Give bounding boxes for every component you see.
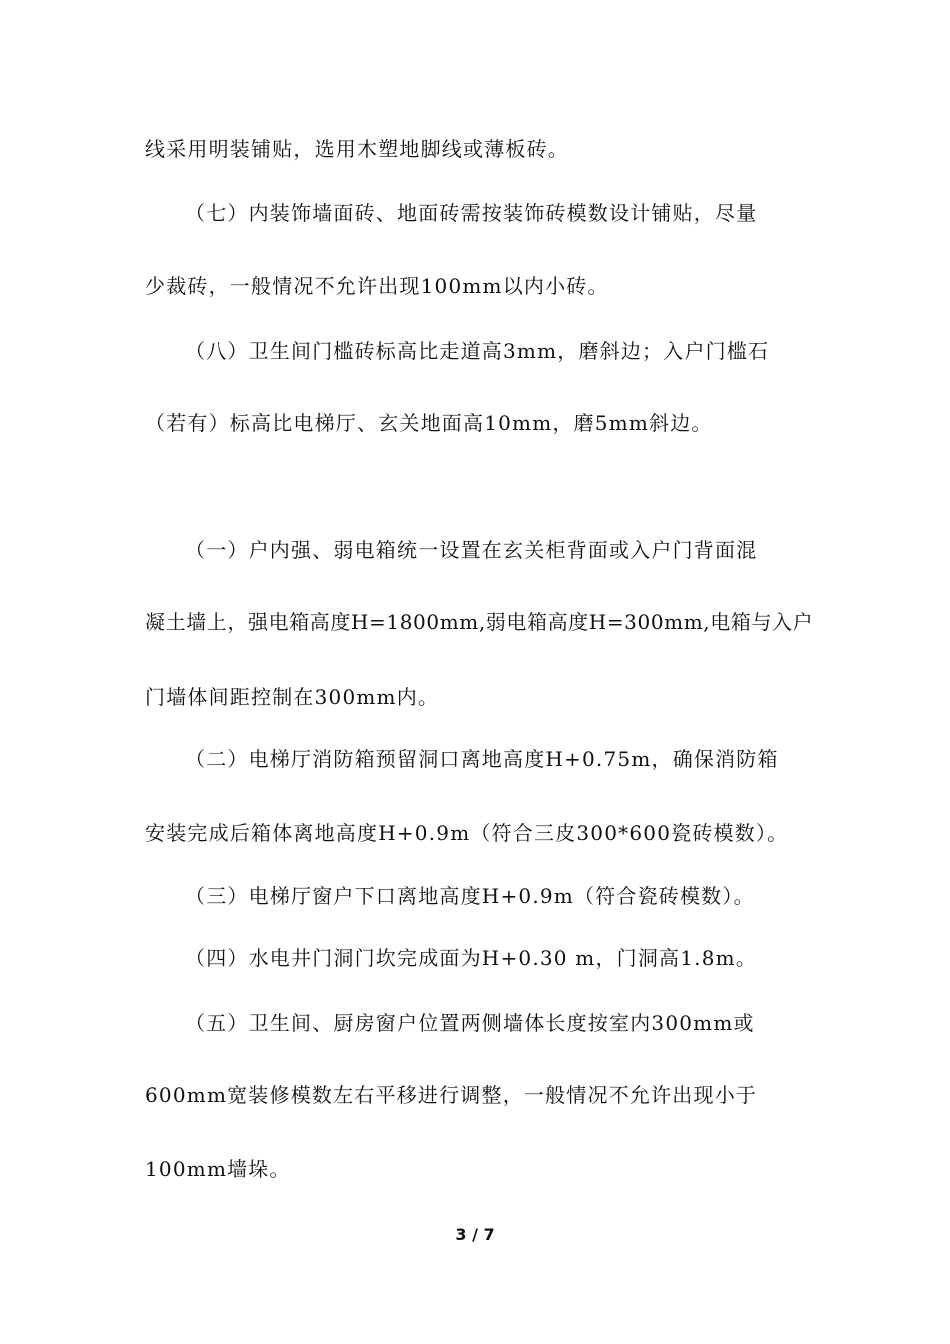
paragraph-line: （若有）标高比电梯厅、玄关地面高10mm，磨5mm斜边。 bbox=[145, 411, 713, 435]
paragraph-line: 门墙体间距控制在300mm内。 bbox=[145, 685, 440, 709]
paragraph-line: （三）电梯厅窗户下口离地高度H+0.9m（符合瓷砖模数）。 bbox=[185, 884, 755, 908]
paragraph-line: 600mm宽装修模数左右平移进行调整，一般情况不允许出现小于 bbox=[145, 1083, 758, 1107]
paragraph-line: 线采用明装铺贴，选用木塑地脚线或薄板砖。 bbox=[145, 137, 569, 161]
paragraph-line: （八）卫生间门槛砖标高比走道高3mm，磨斜边；入户门槛石 bbox=[185, 339, 770, 363]
paragraph-line: 少裁砖，一般情况不允许出现100mm以内小砖。 bbox=[145, 274, 609, 298]
paragraph-line: （五）卫生间、厨房窗户位置两侧墙体长度按室内300mm或 bbox=[185, 1011, 755, 1035]
paragraph-line: （七）内装饰墙面砖、地面砖需按装饰砖模数设计铺贴，尽量 bbox=[185, 201, 758, 225]
section-heading bbox=[185, 474, 850, 502]
paragraph-line: 100mm墙垛。 bbox=[145, 1157, 291, 1181]
paragraph-line: 凝土墙上，强电箱高度H=1800mm,弱电箱高度H=300mm,电箱与入户 bbox=[145, 610, 814, 634]
paragraph-line: （四）水电井门洞门坎完成面为H+0.30 m，门洞高1.8m。 bbox=[185, 946, 758, 970]
page-number: 3 / 7 bbox=[455, 1225, 495, 1244]
paragraph-line: （一）户内强、弱电箱统一设置在玄关柜背面或入户门背面混 bbox=[185, 538, 758, 562]
paragraph-line: （二）电梯厅消防箱预留洞口离地高度H+0.75m，确保消防箱 bbox=[185, 747, 779, 771]
paragraph-line: 安装完成后箱体离地高度H+0.9m（符合三皮300*600瓷砖模数）。 bbox=[145, 821, 789, 845]
